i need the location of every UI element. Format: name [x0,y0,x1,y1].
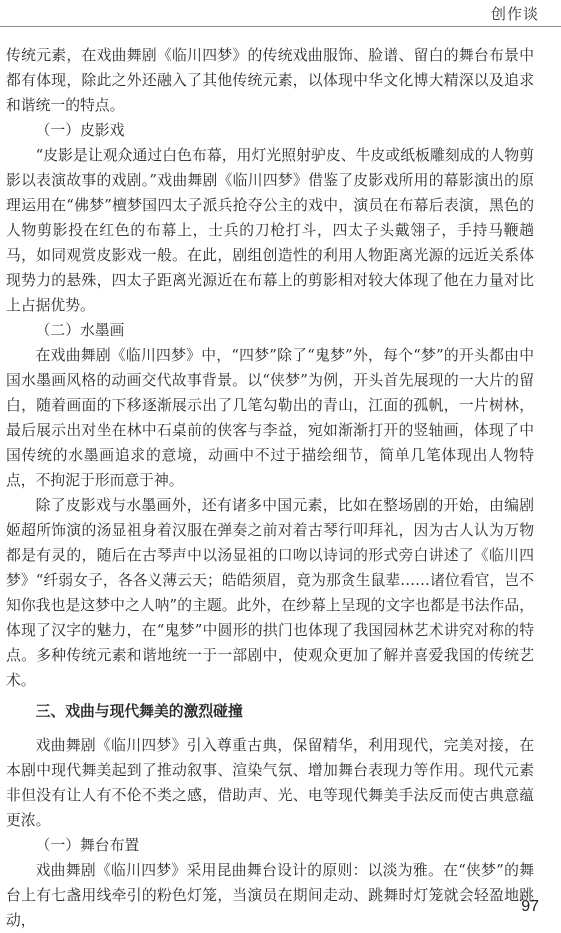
running-header [0,0,561,27]
section-heading: 三、戏曲与现代舞美的激烈碰撞 [35,703,243,720]
subheading-shadow-play: （一）皮影戏 [35,122,125,139]
body-text [6,43,534,933]
paragraph: 传统元素，在戏曲舞剧《临川四梦》的传统戏曲服饰、脸谱、留白的舞台布景中都有体现，除此之外还融入了其他传统元素，以体现中华文化博大精深以及追求和谐统一的特点。 [6,47,534,114]
paragraph: 在戏曲舞剧《临川四梦》中，“四梦”除了“鬼梦”外，每个“梦”的开头都由中国水墨画风格的动画交代故事背景。以“侠梦”为例，开头首先展现的一大片的留白，随着画面的下移逐渐展示出了几笔勾勒出的青山，江面的孤帆，一片树林，最后展示出对坐在林中石桌前的侠客与李益，宛如渐渐打开的竖轴画，体现了中国传统的水墨画追求的意境，动画中不过于描绘细节，简单几笔体现出人物特点，不拘泥于形而意于神。 [6,347,534,489]
paragraph: 除了皮影戏与水墨画外，还有诸多中国元素，比如在整场剧的开始，由编剧姬超所饰演的汤显祖身着汉服在弹奏之前对着古琴行叩拜礼，因为古人认为万物都是有灵的，随后在古琴声中以汤显祖的口吻以诗词的形式旁白讲述了《临川四梦》“纤弱女子，各各义薄云天；皓皓须眉，竟为那贪生鼠辈……诸位看官，岂不知你我也是这梦中之人呐”的主题。此外，在纱幕上呈现的文字也都是书法作品，体现了汉字的魅力，在“鬼梦”中圆形的拱门也体现了我国园林艺术讲究对称的特点。多种传统元素和谐地统一于一部剧中，使观众更加了解并喜爱我国的传统艺术。 [6,497,534,689]
header-title: 创作谈 [490,5,539,23]
subheading-stage-setting: （一）舞台布置 [35,837,140,854]
paragraph: 戏曲舞剧《临川四梦》引入尊重古典，保留精华，利用现代，完美对接，在本剧中现代舞美起到了推动叙事、渲染气氛、增加舞台表现力等作用。现代元素非但没有让人有不伦不类之感，借助声、光、电等现代舞美手法反而使古典意蕴更浓。 [6,737,534,829]
paragraph: 戏曲舞剧《临川四梦》采用昆曲舞台设计的原则：以淡为雅。在“侠梦”的舞台上有七盏用线牵引的粉色灯笼，当演员在期间走动、跳舞时灯笼就会轻盈地跳动， [6,862,534,929]
paragraph: “皮影是让观众通过白色布幕，用灯光照射驴皮、牛皮或纸板雕刻成的人物剪影以表演故事的戏剧。”戏曲舞剧《临川四梦》借鉴了皮影戏所用的幕影演出的原理运用在“佛梦”檀梦国四太子派兵抢夺公主的戏中，演员在布幕后表演，黑色的人物剪影投在红色的布幕上，士兵的刀枪打斗，四太子头戴翎子，手持马鞭趟马，如同观赏皮影戏一般。在此，剧组创造性的利用人物距离光源的远近关系体现势力的悬殊，四太子距离光源近在布幕上的剪影相对较大体现了他在力量对比上占据优势。 [6,147,534,314]
subheading-ink-painting: （二）水墨画 [35,322,125,339]
page-number: 97 [521,898,539,915]
